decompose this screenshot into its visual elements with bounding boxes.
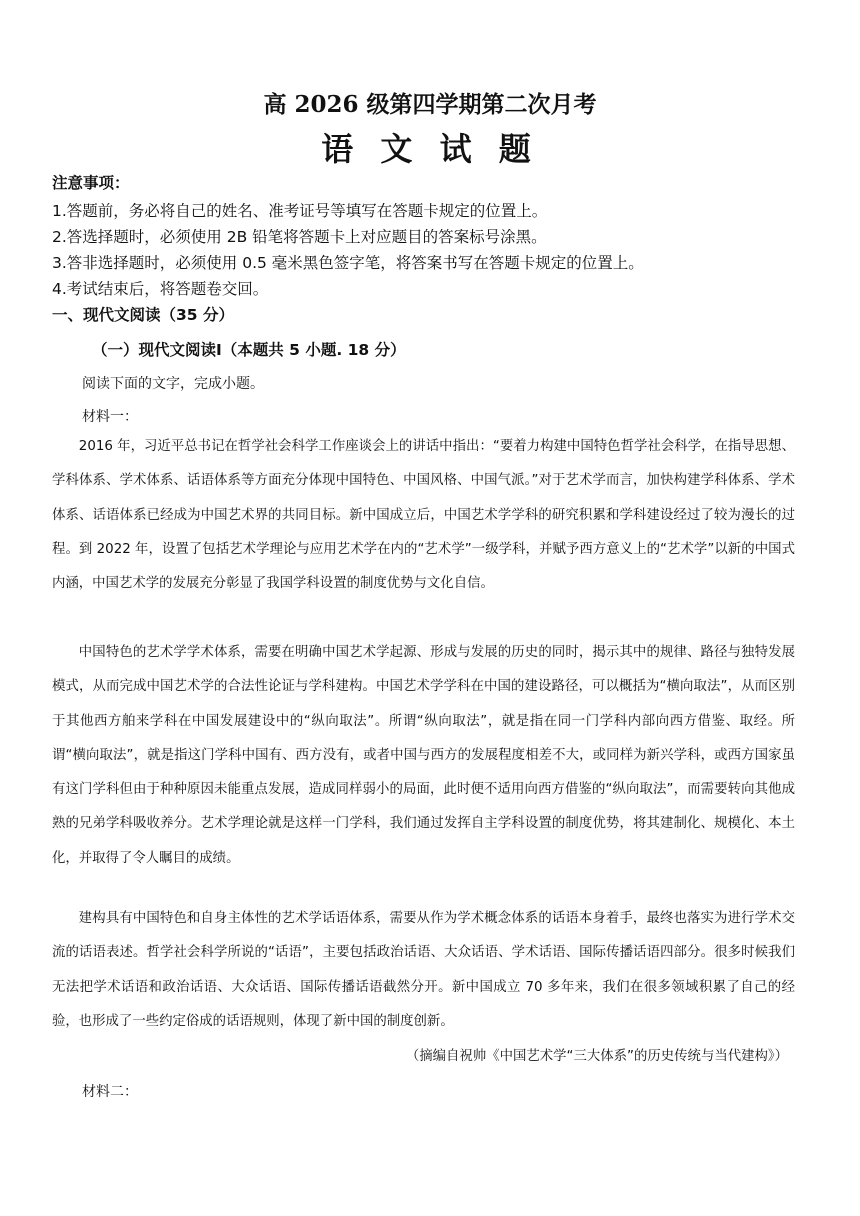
material-paragraph-3: 建构具有中国特色和自身主体性的艺术学话语体系，需要从作为学术概念体系的话语本身着手，最终也落实为进行学术交流的话语表述。哲学社会科学所说的“话语”，主要包括政治话语、大众话语、学术话语、国际传播话语四部分。很多时候我们无法把学术话语和政治话语、大众话语、国际传播话语截然分开。新中国成立 70 多年来，我们在很多领域积累了自己的经验，也形成了一些约定俗成的话语规则，体现了新中国的制度创新。 [52,911,795,1029]
section-heading: 一、现代文阅读（35 分） [52,306,234,324]
exam-title: 高 2026 级第四学期第二次月考 [263,91,597,118]
notice-item: 3.答非选择题时，必须使用 0.5 毫米黑色签字笔，将答案书写在答题卡规定的位置上。 [52,254,644,272]
reading-instruction: 阅读下面的文字，完成小题。 [82,376,264,392]
material-two-label: 材料二： [82,1084,138,1100]
source-citation: （摘编自祝帅《中国艺术学“三大体系”的历史传统与当代建构》） [405,1049,788,1064]
notice-item: 1.答题前，务必将自己的姓名、准考证号等填写在答题卡规定的位置上。 [52,202,548,220]
material-paragraph-1: 2016 年，习近平总书记在哲学社会科学工作座谈会上的讲话中指出：“要着力构建中国特色哲学社会科学，在指导思想、学科体系、学术体系、话语体系等方面充分体现中国特色、中国风格、中国气派。”对于艺术学而言，加快构建学科体系、学术体系、话语体系已经成为中国艺术界的共同目标。新中国成立后，中国艺术学学科的研究积累和学科建设经过了较为漫长的过程。到 2022 年，设置了包括艺术学理论与应用艺术学在内的“艺术学”一级学科，并赋予西方意义上的“艺术学”以新的中国式内涵，中国艺术学的发展充分彰显了我国学科设置的制度优势与文化自信。 [52,439,795,592]
material-paragraph-2: 中国特色的艺术学学术体系，需要在明确中国艺术学起源、形成与发展的历史的同时，揭示其中的规律、路径与独特发展模式，从而完成中国艺术学的合法性论证与学科建构。中国艺术学学科在中国的建设路径，可以概括为“横向取法”，从而区别于其他西方舶来学科在中国发展建设中的“纵向取法”。所谓“纵向取法”，就是指在同一门学科内部向西方借鉴、取经。所谓“横向取法”，就是指这门学科中国有、西方没有，或者中国与西方的发展程度相差不大，或同样为新兴学科，或西方国家虽有这门学科但由于种种原因未能重点发展，造成同样弱小的局面，此时便不适用向西方借鉴的“纵向取法”，而需要转向其他成熟的兄弟学科吸收养分。艺术学理论就是这样一门学科，我们通过发挥自主学科设置的制度优势，将其建制化、规模化、本土化，并取得了令人瞩目的成绩。 [52,645,795,866]
material-one-label: 材料一： [82,409,138,425]
notice-item: 2.答选择题时，必须使用 2B 铅笔将答题卡上对应题目的答案标号涂黑。 [52,228,547,246]
subsection-heading: （一）现代文阅读Ⅰ（本题共 5 小题. 18 分） [92,341,406,359]
notice-item: 4.考试结束后，将答题卷交回。 [52,280,269,298]
subject-title: 语 文 试 题 [321,130,539,168]
notice-heading: 注意事项： [52,174,130,192]
